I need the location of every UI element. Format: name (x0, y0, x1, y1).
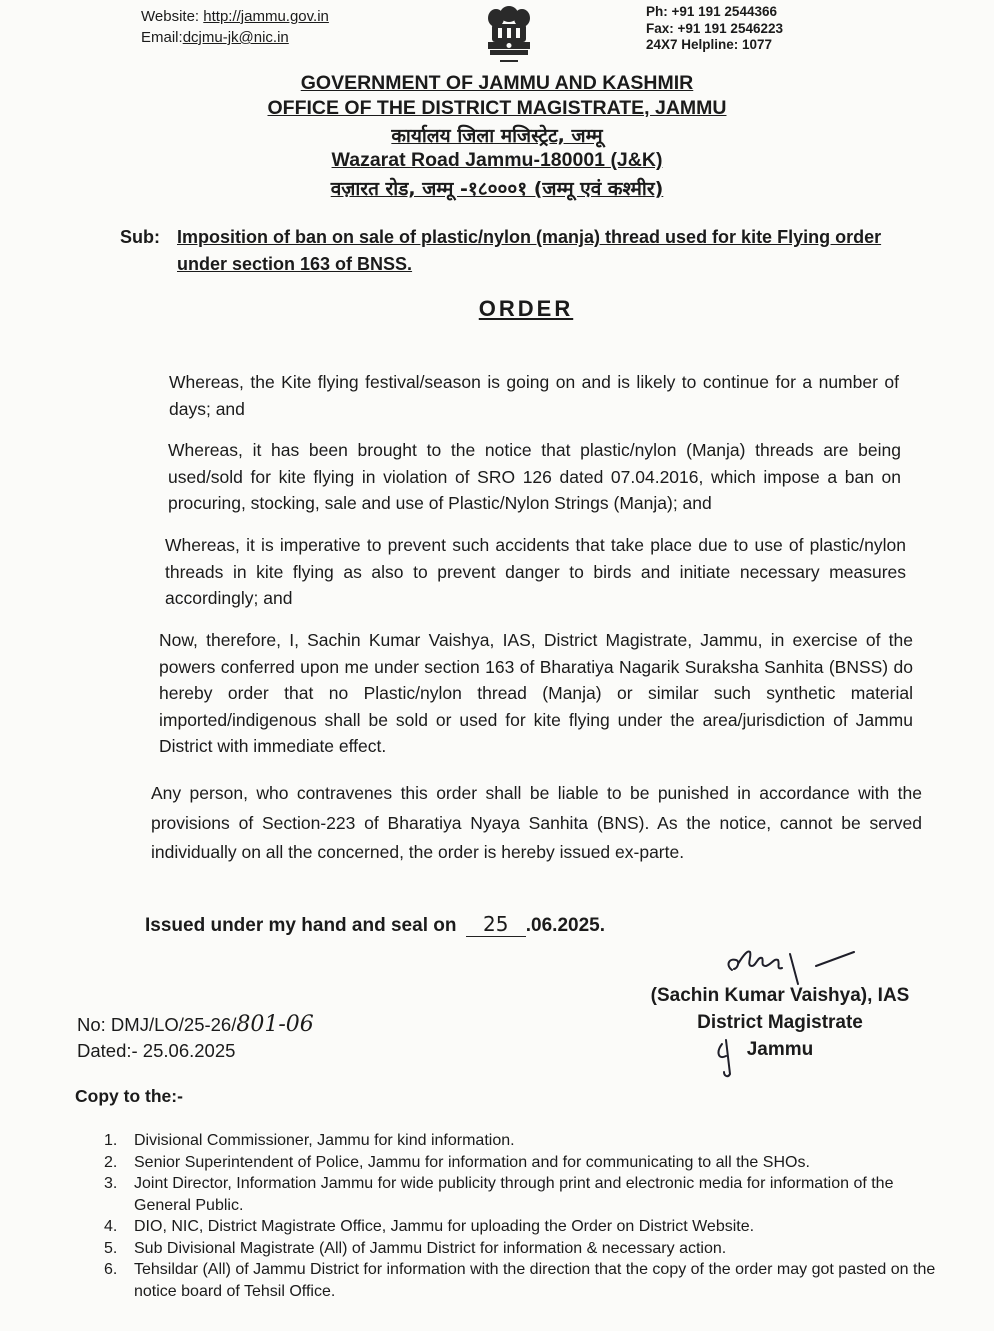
contact-block-left (141, 6, 329, 48)
national-emblem-icon (478, 4, 540, 70)
subject-text: Imposition of ban on sale of plastic/nylon (manja) thread used for kite Flying order under section 163 of BNSS. (177, 227, 882, 274)
helpline-number: 24X7 Helpline: 1077 (646, 37, 773, 52)
email-line (141, 27, 329, 48)
list-item-text: Joint Director, Information Jammu for wide publicity through print and electronic media for information of the General Public. (134, 1175, 894, 1214)
government-title: GOVERNMENT OF JAMMU AND KASHMIR (300, 72, 694, 94)
list-item-number: 3. (104, 1175, 118, 1192)
list-item (104, 1259, 949, 1302)
reference-number-handwritten: 801-06 (236, 1012, 314, 1037)
order-heading: ORDER (478, 296, 574, 321)
phone-number: Ph: +91 191 2544366 (646, 4, 777, 19)
reference-number-label: No: DMJ/LO/25-26/ (77, 1014, 237, 1035)
paragraph-4: Now, therefore, I, Sachin Kumar Vaishya, IAS, District Magistrate, Jammu, in exercise of the powers conferred upon me under section 163 of Bharatiya Nagarik Suraksha Sanhita (BNSS) do hereby order that no Plastic/nylon thread (Manja) or similar such synthetic material imported/indigenous shall be sold or used for kite flying under the area/jurisdiction of Jammu District with immediate effect. (159, 630, 913, 756)
signature-icon (718, 936, 868, 986)
list-item-text: Senior Superintendent of Police, Jammu for information and for communicating to all the SHOs. (134, 1153, 810, 1171)
paragraph-2: Whereas, it has been brought to the notice that plastic/nylon (Manja) threads are being used/sold for kite flying in violation of SRO 126 dated 07.04.2016, which impose a ban on procuring, stocking, sale and use of Plastic/Nylon Strings (Manja); and (168, 440, 901, 513)
website-link[interactable]: http://jammu.gov.in (203, 8, 329, 25)
website-label: Website: (141, 8, 200, 25)
list-item (104, 1216, 949, 1238)
email-label: Email: (141, 29, 183, 46)
copy-to-list (104, 1130, 949, 1302)
reference-number (77, 1012, 314, 1038)
issued-prefix: Issued under my hand and seal on (145, 915, 457, 936)
office-title-hindi: कार्यालय जिला मजिस्ट्रेट, जम्मू (391, 125, 603, 147)
paragraph-1: Whereas, the Kite flying festival/season is going on and is likely to continue for a number of days; and (169, 372, 899, 419)
website-line (141, 6, 329, 27)
list-item-number: 6. (104, 1261, 118, 1278)
list-item-number: 5. (104, 1239, 118, 1257)
list-item (104, 1173, 949, 1216)
copy-to-title: Copy to the:- (75, 1086, 183, 1106)
paragraph-3: Whereas, it is imperative to prevent such accidents that take place due to use of plastic/nylon threads in kite flying as also to prevent danger to birds and initiate necessary measures accordingly; and (165, 535, 906, 608)
initials-mark-icon (712, 1034, 742, 1078)
signatory-designation: District Magistrate (697, 1012, 863, 1033)
subject-label: Sub: (120, 227, 160, 247)
office-address: Wazarat Road Jammu-180001 (J&K) (331, 149, 663, 171)
list-item (104, 1152, 949, 1174)
reference-block (77, 1012, 314, 1064)
list-item-number: 1. (104, 1132, 118, 1149)
list-item (104, 1130, 949, 1152)
reference-date: Dated:- 25.06.2025 (77, 1040, 236, 1061)
list-item-text: Divisional Commissioner, Jammu for kind information. (134, 1132, 515, 1149)
list-item-number: 2. (104, 1153, 118, 1171)
paragraph-5: Any person, who contravenes this order shall be liable to be punished in accordance with the provisions of Section-223 of Bharatiya Nyaya Sanhita (BNS). As the notice, cannot be served individually on all the concerned, the order is hereby issued ex-parte. (151, 783, 922, 862)
signatory-name: (Sachin Kumar Vaishya), IAS (650, 985, 910, 1006)
signatory-place: Jammu (746, 1039, 814, 1060)
issued-day-handwritten: 25 (466, 912, 526, 937)
list-item-text: Tehsildar (All) of Jammu District for information with the direction that the copy of the order may got pasted on the notice board of Tehsil Office. (134, 1261, 936, 1300)
office-address-hindi: वज़ारत रोड, जम्मू -१८०००१ (जम्मू एवं कश्मीर) (330, 178, 664, 200)
list-item-text: Sub Divisional Magistrate (All) of Jammu District for information & necessary action. (134, 1239, 727, 1257)
email-link[interactable]: dcjmu-jk@nic.in (182, 29, 289, 46)
office-title: OFFICE OF THE DISTRICT MAGISTRATE, JAMMU (267, 97, 727, 119)
list-item (104, 1238, 949, 1260)
signatory-block (600, 982, 960, 1063)
issued-line (145, 912, 605, 937)
list-item-text: DIO, NIC, District Magistrate Office, Jammu for uploading the Order on District Website. (134, 1218, 755, 1235)
issued-suffix: .06.2025. (525, 915, 605, 936)
list-item-number: 4. (104, 1218, 118, 1235)
subject-block (120, 224, 910, 278)
fax-number: Fax: +91 191 2546223 (646, 20, 783, 36)
contact-block-right (646, 4, 783, 54)
